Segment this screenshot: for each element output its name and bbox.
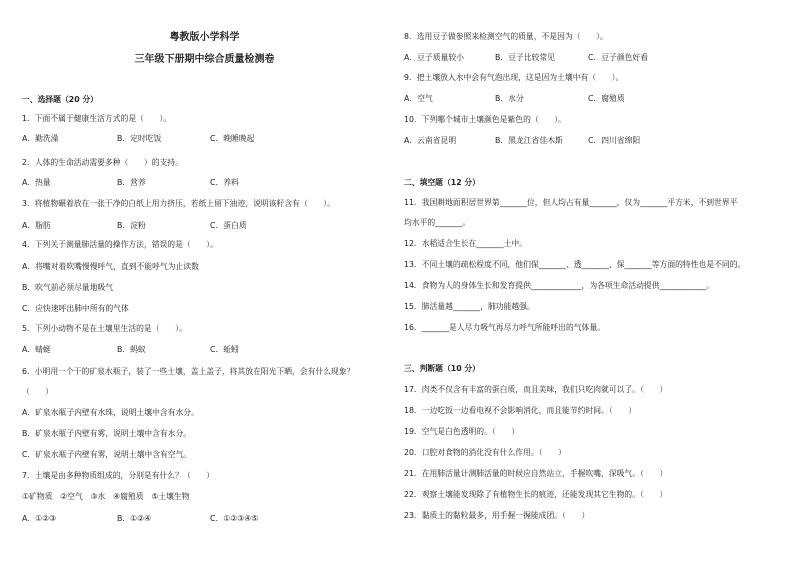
question-17: 17．肉类不仅含有丰富的蛋白质，而且美味，我们只吃肉就可以了。（ ）	[404, 385, 668, 394]
option-c: C．晚睡晚起	[210, 134, 255, 143]
option-c: C．豆子颜色好看	[588, 53, 649, 62]
question-4-option-c: C．应快速呼出肺中所有的气体	[22, 304, 129, 313]
question-9: 9．把土壤放入水中会有气泡出现，这是因为土壤中有（ ）。	[404, 73, 624, 82]
question-4-option-b: B．吹气前必须尽量地吸气	[22, 283, 114, 292]
option-a: A．豆子质量较小	[404, 53, 464, 62]
option-b: B．水分	[495, 94, 524, 103]
question-3: 3．将植物碾着放在一张干净的白纸上用力挤压，若纸上留下油迹，说明该籽含有（ ）。	[22, 199, 335, 208]
option-a: A．勤洗澡	[22, 134, 59, 143]
option-c: C．蛋白质	[210, 221, 247, 230]
question-6-option-b: B．矿泉水瓶子内壁有雾，说明土壤中含有水分。	[22, 429, 192, 438]
question-6: 6．小明用一个干的矿泉水瓶子，装了一些土壤，盖上盖子，将其放在阳光下晒，会有什么现象？	[22, 367, 355, 376]
option-b: B．①②④	[117, 514, 152, 523]
option-a: A．蜻蜓	[22, 345, 51, 354]
question-5: 5．下列小动物不是在土壤里生活的是（ ）。	[22, 324, 187, 333]
question-8: 8．选用豆子做参照来检测空气的质量，不是因为（ ）。	[404, 32, 608, 41]
question-21: 21．在用肺活量计测肺活量的时候应自然站立，手握吹嘴，深吸气。（ ）	[404, 469, 668, 478]
question-18: 18．一边吃饭一边看电视不会影响消化，而且能节约时间。（ ）	[404, 406, 637, 415]
option-c: C．养料	[210, 178, 239, 187]
question-4: 4．下列关于测量肺活量的操作方法，错误的是（ ）。	[22, 240, 218, 249]
option-b: B．黑龙江省佳木斯	[495, 136, 563, 145]
option-a: A．空气	[404, 94, 433, 103]
question-4-option-a: A．将嘴对着吹嘴慢慢呼气，直到不能呼气为止读数	[22, 262, 199, 271]
section-true-false-heading: 三、判断题（10 分）	[404, 364, 480, 373]
question-2: 2．人体的生命活动需要多种（ ）的支持。	[22, 158, 183, 167]
question-15: 15．肺活量越_______，肺功能越强。	[404, 302, 535, 311]
question-16: 16．_______是人尽力吸气再尽力呼气所能呼出的气体量。	[404, 323, 605, 332]
question-12: 12．水稻适合生长在_______土中。	[404, 239, 527, 248]
question-6-option-c: C．矿泉水瓶子内壁有雾，说明土壤中含有空气。	[22, 450, 192, 459]
question-7-items: ①矿物质 ②空气 ③水 ④腐殖质 ⑤土壤生物	[22, 492, 190, 501]
question-7: 7．土壤是由多种物质组成的，分别是有什么？（ ）	[22, 471, 215, 480]
section-fill-blank-heading: 二、填空题（12 分）	[404, 178, 480, 187]
option-a: A．脂肪	[22, 221, 51, 230]
question-19: 19．空气是白色透明的。（ ）	[404, 427, 520, 436]
question-23: 23．黏质土的黏粒最多，用手握一握能成团。（ ）	[404, 511, 590, 520]
question-1: 1．下面不属于健康生活方式的是（ ）。	[22, 114, 172, 123]
option-c: C．四川省绵阳	[588, 136, 641, 145]
question-11-line-2: 均水平的_______。	[404, 218, 471, 227]
exam-title: 三年级下册期中综合质量检测卷	[134, 54, 275, 65]
option-b: B．豆子比较常见	[495, 53, 555, 62]
question-13: 13．不同土壤的疏松程度不同，他们保_______、透_______、保_______等方面的特性也是不同的。	[404, 260, 746, 269]
question-10: 10．下列哪个城市土壤颜色是紫色的（ ）。	[404, 115, 566, 124]
option-b: B．淀粉	[117, 221, 146, 230]
question-11-line-1: 11．我国耕地面积居世界第_______位，但人均占有量_______，仅为_______平方米，不到世界平	[404, 198, 738, 207]
option-b: B．蚂蚁	[117, 345, 146, 354]
option-b: B．定时吃饭	[117, 134, 162, 143]
option-c: C．腐殖质	[588, 94, 625, 103]
question-22: 22．观察土壤能发现除了有植物生长的痕迹，还能发现其它生物的。（ ）	[404, 490, 668, 499]
option-a: A．云南省昆明	[404, 136, 457, 145]
option-b: B．营养	[117, 178, 146, 187]
option-c: C．蚯蚓	[210, 345, 239, 354]
section-choice-heading: 一、选择题（20 分）	[22, 95, 98, 104]
question-14: 14．食物为人的身体生长和发育提供_____________，为各项生命活动提供____________。	[404, 281, 715, 290]
exam-series-title: 粤教版小学科学	[169, 32, 240, 43]
question-6-option-a: A．矿泉水瓶子内壁有水珠，说明土壤中含有水分。	[22, 408, 199, 417]
question-6-answer-paren: （ ）	[22, 387, 54, 396]
question-20: 20．口腔对食物的消化没有什么作用。（ ）	[404, 448, 566, 457]
option-a: A．热量	[22, 178, 51, 187]
option-a: A．①②③	[22, 514, 57, 523]
option-c: C．①②③④⑤	[210, 514, 259, 523]
